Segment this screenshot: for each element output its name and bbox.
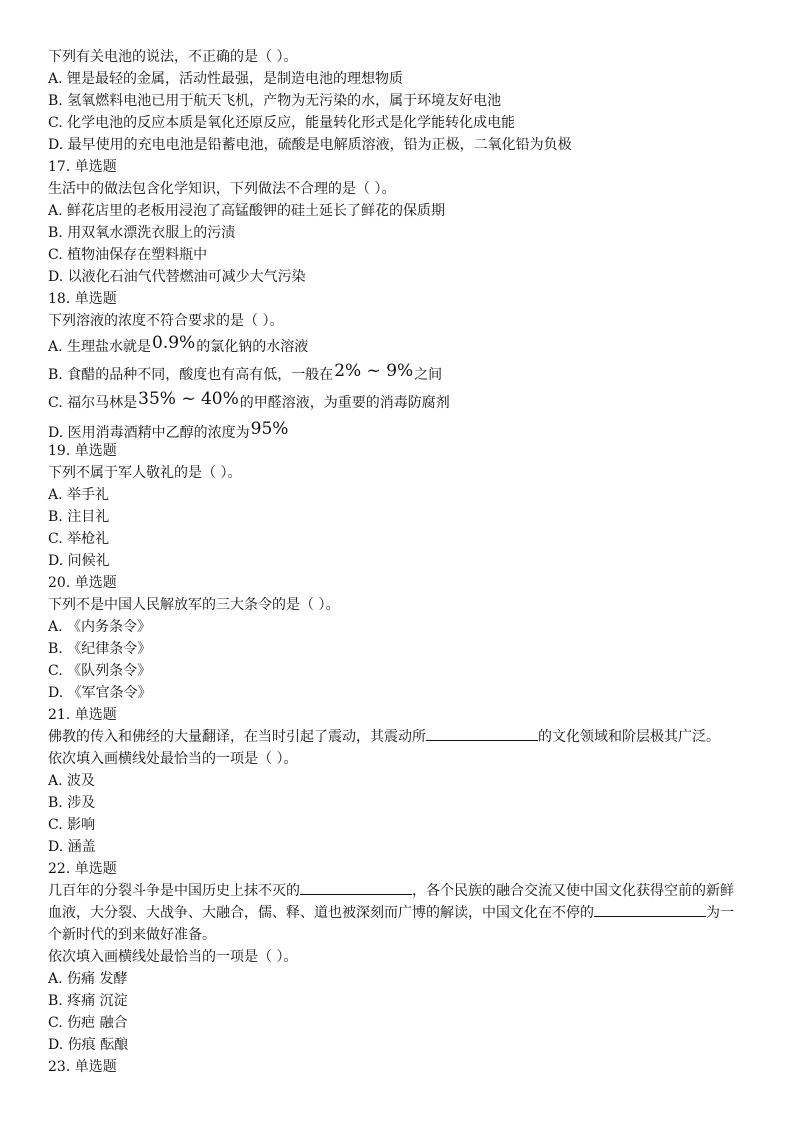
option-text-post: 之间	[414, 367, 443, 383]
question-18-header: 18. 单选题	[48, 291, 117, 307]
option-text-pre: D. 医用消毒酒精中乙醇的浓度为	[48, 425, 250, 441]
stem-text: 血液，大分裂、大战争、大融合，儒、释、道也被深刻而广博的解读，中国文化在不停的	[48, 905, 594, 921]
question-22-option-a[interactable]: A. 伤痛 发酵	[48, 971, 128, 987]
question-18-option-c[interactable]	[48, 388, 450, 410]
question-22-option-b[interactable]: B. 疼痛 沉淀	[48, 993, 128, 1009]
question-18-option-a[interactable]	[48, 332, 308, 354]
question-19-option-a[interactable]: A. 举手礼	[48, 487, 110, 503]
question-16-option-d[interactable]: D. 最早使用的充电电池是铅蓄电池，硫酸是电解质溶液，铅为正极，二氧化铅为负极	[48, 137, 572, 153]
question-18-option-b[interactable]	[48, 360, 442, 382]
question-17-stem: 生活中的做法包含化学知识，下列做法不合理的是（ ）。	[48, 181, 396, 197]
option-text-post: 的氯化钠的水溶液	[196, 339, 309, 355]
question-21-option-b[interactable]: B. 涉及	[48, 795, 96, 811]
question-22-instruction: 依次填入画横线处最恰当的一项是（ ）。	[48, 949, 298, 965]
stem-text: 佛教的传入和佛经的大量翻译，在当时引起了震动，其震动所	[48, 729, 426, 745]
option-text-post: 的甲醛溶液，为重要的消毒防腐剂	[239, 395, 450, 411]
question-21-header: 21. 单选题	[48, 707, 117, 723]
question-19-option-b[interactable]: B. 注目礼	[48, 509, 110, 525]
question-20-stem: 下列不是中国人民解放军的三大条令的是（ ）。	[48, 597, 340, 613]
question-22-option-d[interactable]: D. 伤痕 酝酿	[48, 1037, 129, 1053]
question-21-instruction: 依次填入画横线处最恰当的一项是（ ）。	[48, 751, 298, 767]
question-21-option-a[interactable]: A. 波及	[48, 773, 96, 789]
percentage-range: 2% ~ 9%	[334, 361, 414, 381]
stem-text: 为一	[706, 905, 734, 921]
question-23-header: 23. 单选题	[48, 1059, 117, 1075]
question-19-option-c[interactable]: C. 举枪礼	[48, 531, 110, 547]
percentage-range: 35% ~ 40%	[138, 389, 239, 409]
fill-blank-line	[426, 726, 538, 741]
question-22-option-c[interactable]: C. 伤疤 融合	[48, 1015, 128, 1031]
question-17-option-a[interactable]: A. 鲜花店里的老板用浸泡了高锰酸钾的硅土延长了鲜花的保质期	[48, 203, 446, 219]
question-16-option-a[interactable]: A. 锂是最轻的金属，活动性最强，是制造电池的理想物质	[48, 71, 404, 87]
question-19-stem: 下列不属于军人敬礼的是（ ）。	[48, 465, 242, 481]
question-17-option-d[interactable]: D. 以液化石油气代替燃油可减少大气污染	[48, 269, 306, 285]
stem-text: 几百年的分裂斗争是中国历史上抹不灭的	[48, 883, 300, 899]
question-22-stem-line-3: 个新时代的到来做好准备。	[48, 927, 216, 943]
question-21-stem	[48, 726, 720, 748]
question-20-option-b[interactable]: B. 《纪律条令》	[48, 641, 152, 657]
option-text-pre: B. 食醋的品种不同，酸度也有高有低，一般在	[48, 367, 334, 383]
question-18-option-d[interactable]	[48, 418, 289, 440]
question-20-option-d[interactable]: D. 《军官条令》	[48, 685, 152, 701]
percentage-value: 0.9%	[152, 333, 196, 353]
question-16-option-c[interactable]: C. 化学电池的反应本质是氧化还原反应，能量转化形式是化学能转化成电能	[48, 115, 516, 131]
question-21-option-c[interactable]: C. 影响	[48, 817, 96, 833]
percentage-value: 95%	[250, 419, 289, 439]
question-19-option-d[interactable]: D. 问候礼	[48, 553, 110, 569]
question-20-header: 20. 单选题	[48, 575, 117, 591]
question-20-option-c[interactable]: C. 《队列条令》	[48, 663, 152, 679]
question-22-header: 22. 单选题	[48, 861, 117, 877]
question-16-option-b[interactable]: B. 氢氧燃料电池已用于航天飞机，产物为无污染的水，属于环境友好电池	[48, 93, 502, 109]
stem-text: 的文化领域和阶层极其广泛。	[538, 729, 720, 745]
question-18-stem: 下列溶液的浓度不符合要求的是（ ）。	[48, 313, 284, 329]
question-20-option-a[interactable]: A. 《内务条令》	[48, 619, 152, 635]
stem-text: ，各个民族的融合交流又使中国文化获得空前的新鲜	[412, 883, 734, 899]
question-21-option-d[interactable]: D. 涵盖	[48, 839, 96, 855]
question-16-stem: 下列有关电池的说法，不正确的是（ ）。	[48, 49, 298, 65]
question-22-stem-line-2	[48, 902, 734, 924]
question-17-option-c[interactable]: C. 植物油保存在塑料瓶中	[48, 247, 208, 263]
question-17-header: 17. 单选题	[48, 159, 117, 175]
option-text-pre: C. 福尔马林是	[48, 395, 138, 411]
option-text-pre: A. 生理盐水就是	[48, 339, 152, 355]
question-19-header: 19. 单选题	[48, 443, 117, 459]
fill-blank-line	[300, 880, 412, 895]
fill-blank-line	[594, 902, 706, 917]
question-17-option-b[interactable]: B. 用双氧水漂洗衣服上的污渍	[48, 225, 236, 241]
question-22-stem-line-1	[48, 880, 734, 902]
